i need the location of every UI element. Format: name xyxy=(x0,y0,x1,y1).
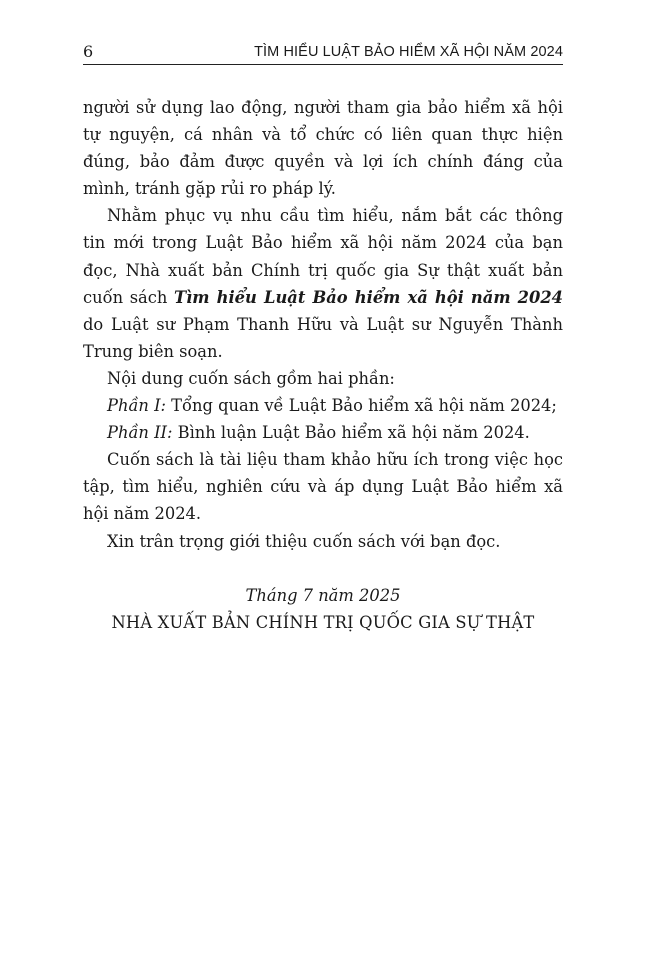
part-two-label: Phần II: xyxy=(107,423,173,443)
page-header xyxy=(83,38,563,65)
paragraph-continued: người sử dụng lao động, người tham gia bảo hiểm xã hội tự nguyện, cá nhân và tổ chức có liên quan thực hiện đúng, bảo đảm được quyền và lợi ích chính đáng của mình, tránh gặp rủi ro pháp lý. xyxy=(83,98,563,199)
signoff xyxy=(83,582,563,636)
paragraph-purpose-tail: do Luật sư Phạm Thanh Hữu và Luật sư Nguyễn Thành Trung biên soạn. xyxy=(83,314,563,361)
part-one-line xyxy=(83,392,563,419)
signoff-date: Tháng 7 năm 2025 xyxy=(245,586,401,605)
page-number: 6 xyxy=(83,42,94,61)
paragraph-contents-intro: Nội dung cuốn sách gồm hai phần: xyxy=(107,368,395,388)
part-two-text: Bình luận Luật Bảo hiểm xã hội năm 2024. xyxy=(172,423,530,443)
book-title: Tìm hiểu Luật Bảo hiểm xã hội năm 2024 xyxy=(174,287,563,307)
part-one-label: Phần I: xyxy=(107,396,166,416)
paragraph-purpose-lead: Nhằm phục vụ nhu cầu tìm hiểu, nắm bắt các thông tin mới trong Luật Bảo hiểm xã hội năm 2024 của bạn đọc, Nhà xuất bản Chính trị quốc gia Sự thật xuất bản cuốn sách xyxy=(83,206,563,307)
running-title: TÌM HIỂU LUẬT BẢO HIỂM XÃ HỘI NĂM 2024 xyxy=(254,44,563,60)
part-two-line xyxy=(83,419,563,446)
paragraph-introduction: Xin trân trọng giới thiệu cuốn sách với bạn đọc. xyxy=(107,531,501,551)
signoff-publisher: NHÀ XUẤT BẢN CHÍNH TRỊ QUỐC GIA SỰ THẬT xyxy=(111,613,535,632)
part-one-text: Tổng quan về Luật Bảo hiểm xã hội năm 2024; xyxy=(166,396,557,416)
paragraph-purpose xyxy=(83,202,563,365)
paragraph-usefulness: Cuốn sách là tài liệu tham khảo hữu ích trong việc học tập, tìm hiểu, nghiên cứu và áp dụng Luật Bảo hiểm xã hội năm 2024. xyxy=(83,450,563,524)
body-text xyxy=(83,94,563,555)
